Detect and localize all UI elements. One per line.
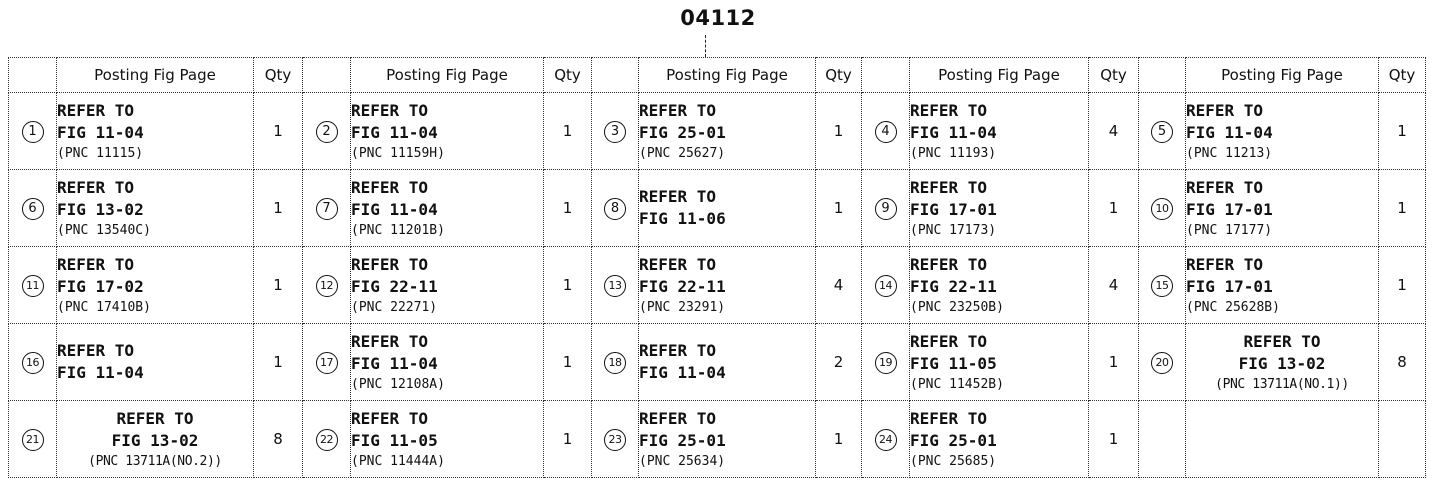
callout-number: 24	[875, 429, 897, 451]
fig-page-cell	[351, 401, 544, 478]
callout-number: 6	[22, 198, 44, 220]
fig-page-cell	[351, 247, 544, 324]
refer-to-text: REFER TO	[57, 177, 135, 197]
callout-number: 12	[316, 275, 338, 297]
pnc-code: (PNC 13711A(NO.2))	[88, 453, 222, 469]
header-row	[9, 58, 1426, 93]
callout-number: 10	[1151, 198, 1173, 220]
parts-table	[8, 57, 1426, 478]
ref-number-cell	[9, 401, 57, 478]
header-qty: Qty	[1379, 58, 1426, 93]
ref-number-cell	[1139, 170, 1186, 247]
ref-number-cell	[862, 247, 910, 324]
fig-reference: FIG 25-01	[639, 122, 726, 142]
fig-reference: FIG 25-01	[910, 430, 997, 450]
refer-to-text: REFER TO	[639, 254, 717, 274]
refer-to-text: REFER TO	[639, 408, 717, 428]
fig-page-cell	[1186, 170, 1379, 247]
refer-to-text: REFER TO	[910, 177, 988, 197]
qty-cell: 1	[544, 247, 592, 324]
refer-to-text: REFER TO	[639, 100, 717, 120]
fig-page-cell	[57, 170, 254, 247]
fig-page-cell	[910, 324, 1089, 401]
pnc-code: (PNC 11201B)	[351, 222, 445, 238]
fig-reference: FIG 13-02	[1238, 353, 1326, 373]
fig-reference: FIG 11-04	[351, 353, 438, 373]
header-number-cell	[303, 58, 351, 93]
pnc-code: (PNC 11159H)	[351, 145, 445, 161]
header-qty: Qty	[1089, 58, 1139, 93]
ref-number-cell	[862, 93, 910, 170]
pnc-code: (PNC 11452B)	[910, 376, 1004, 392]
refer-to-text: REFER TO	[1186, 254, 1264, 274]
qty-cell: 4	[816, 247, 862, 324]
refer-to-text: REFER TO	[910, 254, 988, 274]
header-fig-page: Posting Fig Page	[910, 58, 1089, 93]
fig-reference: FIG 22-11	[351, 276, 438, 296]
fig-reference: FIG 17-01	[910, 199, 997, 219]
pnc-code: (PNC 25628B)	[1186, 299, 1280, 315]
callout-number: 15	[1151, 275, 1173, 297]
refer-to-text: REFER TO	[57, 254, 135, 274]
callout-number: 3	[604, 121, 626, 143]
pnc-code: (PNC 11444A)	[351, 453, 445, 469]
pnc-code: (PNC 23291)	[639, 299, 726, 315]
qty-cell: 1	[816, 401, 862, 478]
part-number: 04112	[680, 6, 756, 30]
table-row	[9, 170, 1426, 247]
callout-number: 9	[875, 198, 897, 220]
callout-number: 1	[22, 121, 44, 143]
callout-number: 19	[875, 352, 897, 374]
ref-number-cell	[303, 247, 351, 324]
fig-page-cell	[351, 93, 544, 170]
ref-number-cell	[303, 401, 351, 478]
fig-reference: FIG 11-05	[910, 353, 997, 373]
callout-number: 8	[604, 198, 626, 220]
qty-cell: 1	[544, 324, 592, 401]
pnc-code: (PNC 12108A)	[351, 376, 445, 392]
refer-to-text: REFER TO	[910, 331, 988, 351]
pnc-code: (PNC 25634)	[639, 453, 726, 469]
ref-number-cell	[862, 401, 910, 478]
refer-to-text: REFER TO	[116, 408, 194, 428]
callout-number: 5	[1151, 121, 1173, 143]
refer-to-text: REFER TO	[1186, 100, 1264, 120]
fig-reference: FIG 11-04	[57, 363, 144, 382]
fig-page-cell	[1186, 324, 1379, 401]
header-qty: Qty	[816, 58, 862, 93]
qty-cell: 8	[254, 401, 303, 478]
refer-to-text: REFER TO	[57, 341, 135, 360]
refer-to-text: REFER TO	[910, 100, 988, 120]
header-number-cell	[862, 58, 910, 93]
header-number-cell	[1139, 58, 1186, 93]
header-number-cell	[9, 58, 57, 93]
refer-to-text: REFER TO	[351, 254, 429, 274]
fig-page-cell	[910, 93, 1089, 170]
fig-page-cell	[351, 324, 544, 401]
fig-page-cell	[351, 170, 544, 247]
fig-reference: FIG 11-04	[57, 122, 144, 142]
empty-cell	[1186, 401, 1379, 478]
ref-number-cell	[592, 93, 639, 170]
fig-reference: FIG 25-01	[639, 430, 726, 450]
callout-number: 13	[604, 275, 626, 297]
refer-to-text: REFER TO	[351, 177, 429, 197]
fig-reference: FIG 11-04	[639, 363, 726, 382]
refer-to-text: REFER TO	[351, 331, 429, 351]
qty-cell: 8	[1379, 324, 1426, 401]
callout-number: 23	[604, 429, 626, 451]
qty-cell: 1	[1379, 93, 1426, 170]
callout-number: 11	[22, 275, 44, 297]
qty-cell: 1	[1089, 170, 1139, 247]
qty-cell: 1	[254, 247, 303, 324]
ref-number-cell	[862, 170, 910, 247]
ref-number-cell	[9, 93, 57, 170]
qty-cell: 4	[1089, 93, 1139, 170]
fig-page-cell	[1186, 247, 1379, 324]
empty-cell	[1139, 401, 1186, 478]
qty-cell: 1	[254, 93, 303, 170]
fig-page-cell	[57, 93, 254, 170]
callout-number: 16	[22, 352, 44, 374]
pnc-code: (PNC 11193)	[910, 145, 997, 161]
header-fig-page: Posting Fig Page	[1186, 58, 1379, 93]
callout-number: 21	[22, 429, 44, 451]
qty-cell: 1	[544, 401, 592, 478]
pnc-code: (PNC 25685)	[910, 453, 997, 469]
pnc-code: (PNC 17410B)	[57, 299, 151, 315]
qty-cell: 1	[1379, 247, 1426, 324]
fig-page-cell	[910, 170, 1089, 247]
fig-reference: FIG 11-04	[351, 122, 438, 142]
table-row	[9, 93, 1426, 170]
ref-number-cell	[9, 247, 57, 324]
refer-to-text: REFER TO	[639, 341, 717, 360]
header-number-cell	[592, 58, 639, 93]
ref-number-cell	[303, 324, 351, 401]
pnc-code: (PNC 11213)	[1186, 145, 1273, 161]
ref-number-cell	[303, 93, 351, 170]
fig-reference: FIG 17-02	[57, 276, 144, 296]
fig-page-cell	[639, 401, 816, 478]
fig-page-cell	[57, 324, 254, 401]
qty-cell: 1	[1089, 324, 1139, 401]
fig-page-cell	[639, 247, 816, 324]
fig-reference: FIG 17-01	[1186, 276, 1273, 296]
qty-cell: 1	[544, 93, 592, 170]
refer-to-text: REFER TO	[351, 100, 429, 120]
pnc-code: (PNC 25627)	[639, 145, 726, 161]
qty-cell: 4	[1089, 247, 1139, 324]
qty-cell: 2	[816, 324, 862, 401]
refer-to-text: REFER TO	[639, 187, 717, 206]
qty-cell: 1	[254, 324, 303, 401]
fig-reference: FIG 11-04	[351, 199, 438, 219]
leader-line	[705, 35, 706, 57]
callout-number: 7	[316, 198, 338, 220]
fig-reference: FIG 11-04	[910, 122, 997, 142]
table-row	[9, 324, 1426, 401]
fig-reference: FIG 11-05	[351, 430, 438, 450]
ref-number-cell	[592, 170, 639, 247]
header-qty: Qty	[544, 58, 592, 93]
refer-to-text: REFER TO	[57, 100, 135, 120]
refer-to-text: REFER TO	[351, 408, 429, 428]
fig-reference: FIG 17-01	[1186, 199, 1273, 219]
ref-number-cell	[592, 324, 639, 401]
ref-number-cell	[592, 247, 639, 324]
pnc-code: (PNC 13540C)	[57, 222, 151, 238]
header-qty: Qty	[254, 58, 303, 93]
qty-cell: 1	[1089, 401, 1139, 478]
fig-page-cell	[639, 324, 816, 401]
header-fig-page: Posting Fig Page	[639, 58, 816, 93]
pnc-code: (PNC 13711A(NO.1))	[1215, 376, 1349, 392]
fig-page-cell	[639, 170, 816, 247]
fig-reference: FIG 22-11	[910, 276, 997, 296]
refer-to-text: REFER TO	[1186, 177, 1264, 197]
qty-cell: 1	[1379, 170, 1426, 247]
fig-page-cell	[57, 247, 254, 324]
fig-reference: FIG 11-06	[639, 209, 726, 228]
ref-number-cell	[303, 170, 351, 247]
callout-number: 17	[316, 352, 338, 374]
pnc-code: (PNC 17177)	[1186, 222, 1273, 238]
fig-reference: FIG 11-04	[1186, 122, 1273, 142]
fig-page-cell	[910, 247, 1089, 324]
header-fig-page: Posting Fig Page	[351, 58, 544, 93]
ref-number-cell	[9, 324, 57, 401]
ref-number-cell	[592, 401, 639, 478]
callout-number: 2	[316, 121, 338, 143]
fig-page-cell	[910, 401, 1089, 478]
qty-cell: 1	[816, 170, 862, 247]
table-row	[9, 401, 1426, 478]
table-row	[9, 247, 1426, 324]
callout-number: 18	[604, 352, 626, 374]
callout-number: 4	[875, 121, 897, 143]
ref-number-cell	[9, 170, 57, 247]
qty-cell: 1	[544, 170, 592, 247]
pnc-code: (PNC 11115)	[57, 145, 144, 161]
pnc-code: (PNC 22271)	[351, 299, 438, 315]
refer-to-text: REFER TO	[1243, 331, 1321, 351]
fig-page-cell	[1186, 93, 1379, 170]
fig-page-cell	[57, 401, 254, 478]
fig-reference: FIG 13-02	[111, 430, 199, 450]
qty-cell: 1	[254, 170, 303, 247]
header-fig-page: Posting Fig Page	[57, 58, 254, 93]
refer-to-text: REFER TO	[910, 408, 988, 428]
fig-reference: FIG 13-02	[57, 199, 144, 219]
ref-number-cell	[1139, 324, 1186, 401]
pnc-code: (PNC 23250B)	[910, 299, 1004, 315]
fig-reference: FIG 22-11	[639, 276, 726, 296]
callout-number: 14	[875, 275, 897, 297]
fig-page-cell	[639, 93, 816, 170]
ref-number-cell	[1139, 247, 1186, 324]
callout-number: 20	[1151, 352, 1173, 374]
empty-cell	[1379, 401, 1426, 478]
qty-cell: 1	[816, 93, 862, 170]
pnc-code: (PNC 17173)	[910, 222, 997, 238]
callout-number: 22	[316, 429, 338, 451]
ref-number-cell	[1139, 93, 1186, 170]
ref-number-cell	[862, 324, 910, 401]
